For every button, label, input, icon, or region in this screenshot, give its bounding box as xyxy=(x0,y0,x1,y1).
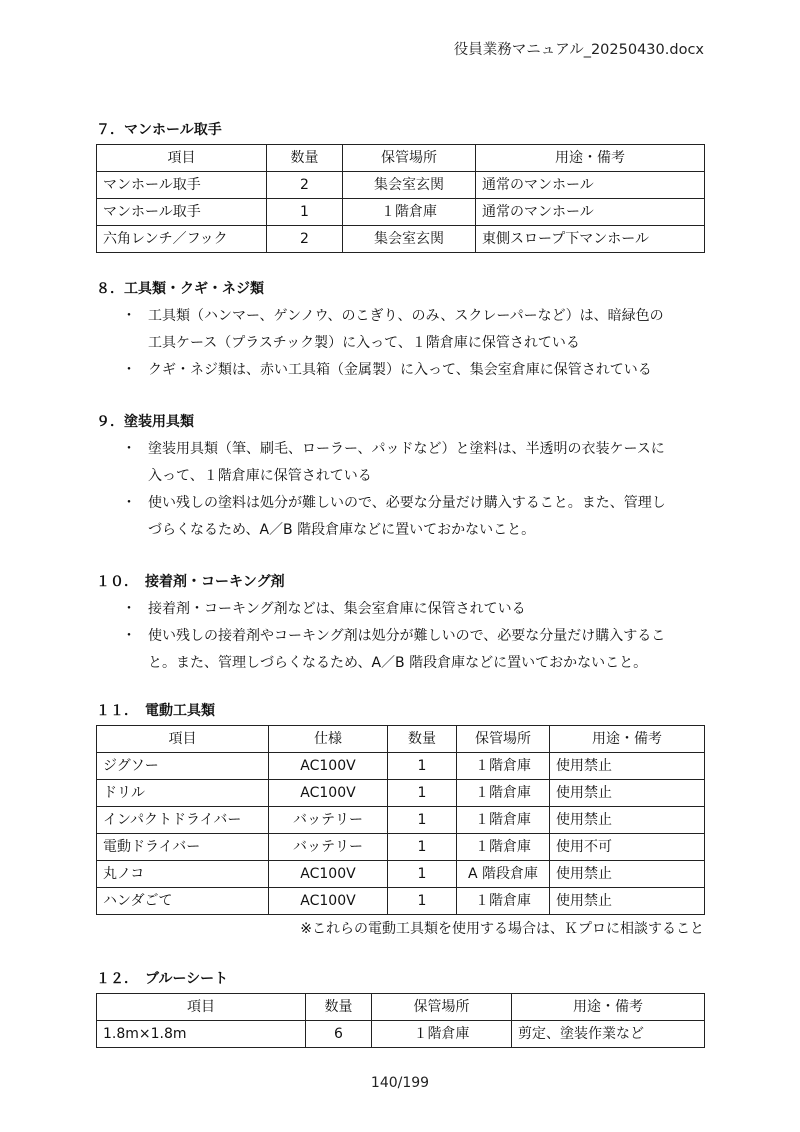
blue-sheet-table xyxy=(96,993,705,1048)
remarks-cell: 使用禁止 xyxy=(550,807,705,834)
table-row xyxy=(97,834,705,861)
quantity-cell: 1 xyxy=(388,753,457,780)
spec-cell: バッテリー xyxy=(269,807,388,834)
list-item-text: 工具ケース（プラスチック製）に入って、１階倉庫に保管されている xyxy=(148,335,580,351)
list-item-text: 入って、１階倉庫に保管されている xyxy=(148,468,372,484)
quantity-cell: 1 xyxy=(388,834,457,861)
list-item-text: クギ・ネジ類は、赤い工具箱（金属製）に入って、集会室倉庫に保管されている xyxy=(148,362,652,378)
spec-cell: AC100V xyxy=(269,780,388,807)
location-cell: １階倉庫 xyxy=(457,753,550,780)
column-header: 仕様 xyxy=(269,726,388,753)
bullet-mark: ・ xyxy=(122,495,136,511)
remarks-cell: 通常のマンホール xyxy=(476,199,705,226)
section-7-heading: ７．マンホール取手 xyxy=(96,122,222,138)
bullet-mark: ・ xyxy=(122,308,136,324)
quantity-cell: 1 xyxy=(267,199,343,226)
item-cell: 六角レンチ／フック xyxy=(97,226,267,253)
list-item-text: づらくなるため、A／B 階段倉庫などに置いておかないこと。 xyxy=(148,522,536,538)
quantity-cell: 1 xyxy=(388,861,457,888)
quantity-cell: 1 xyxy=(388,888,457,915)
table-header-row xyxy=(97,726,705,753)
column-header: 項目 xyxy=(97,726,269,753)
column-header: 数量 xyxy=(306,994,372,1021)
location-cell: １階倉庫 xyxy=(372,1021,512,1048)
remarks-cell: 剪定、塗装作業など xyxy=(512,1021,705,1048)
list-item-text: 工具類（ハンマー、ゲンノウ、のこぎり、のみ、スクレーパーなど）は、暗緑色の xyxy=(148,308,664,324)
remarks-cell: 東側スロープ下マンホール xyxy=(476,226,705,253)
spec-cell: AC100V xyxy=(269,888,388,915)
quantity-cell: 1 xyxy=(388,807,457,834)
location-cell: １階倉庫 xyxy=(457,834,550,861)
list-item xyxy=(96,623,704,677)
column-header: 保管場所 xyxy=(343,145,476,172)
painting-bullet-list xyxy=(96,436,704,544)
remarks-cell: 使用禁止 xyxy=(550,753,705,780)
item-cell: マンホール取手 xyxy=(97,172,267,199)
item-cell: ジグソー xyxy=(97,753,269,780)
document-filename: 役員業務マニュアル_20250430.docx xyxy=(453,42,704,58)
adhesive-bullet-list xyxy=(96,596,704,677)
item-cell: インパクトドライバー xyxy=(97,807,269,834)
spec-cell: AC100V xyxy=(269,753,388,780)
remarks-cell: 通常のマンホール xyxy=(476,172,705,199)
item-cell: 1.8m×1.8m xyxy=(97,1021,306,1048)
location-cell: １階倉庫 xyxy=(343,199,476,226)
table-header-row xyxy=(97,994,705,1021)
document-body xyxy=(96,120,704,1048)
location-cell: 集会室玄関 xyxy=(343,172,476,199)
quantity-cell: 1 xyxy=(388,780,457,807)
section-12-heading: １２． ブルーシート xyxy=(96,971,229,987)
list-item xyxy=(96,596,704,623)
column-header: 項目 xyxy=(97,145,267,172)
quantity-cell: 2 xyxy=(267,226,343,253)
table-row xyxy=(97,172,705,199)
section-10-heading: １０． 接着剤・コーキング剤 xyxy=(96,574,285,590)
manhole-handle-table xyxy=(96,144,705,253)
column-header: 用途・備考 xyxy=(550,726,705,753)
location-cell: 集会室玄関 xyxy=(343,226,476,253)
column-header: 保管場所 xyxy=(457,726,550,753)
power-tools-note: ※これらの電動工具類を使用する場合は、Ｋプロに相談すること xyxy=(300,921,704,937)
list-item-text: 使い残しの塗料は処分が難しいので、必要な分量だけ購入すること。また、管理し xyxy=(148,495,666,511)
item-cell: ハンダごて xyxy=(97,888,269,915)
bullet-mark: ・ xyxy=(122,628,136,644)
list-item-text: 使い残しの接着剤やコーキング剤は処分が難しいので、必要な分量だけ購入するこ xyxy=(148,628,666,644)
list-item xyxy=(96,303,704,357)
spec-cell: AC100V xyxy=(269,861,388,888)
location-cell: A 階段倉庫 xyxy=(457,861,550,888)
item-cell: 丸ノコ xyxy=(97,861,269,888)
list-item-text: と。また、管理しづらくなるため、A／B 階段倉庫などに置いておかないこと。 xyxy=(148,655,648,671)
remarks-cell: 使用禁止 xyxy=(550,780,705,807)
quantity-cell: 2 xyxy=(267,172,343,199)
quantity-cell: 6 xyxy=(306,1021,372,1048)
page-number: 140/199 xyxy=(370,1075,430,1091)
table-row xyxy=(97,780,705,807)
list-item xyxy=(96,436,704,490)
item-cell: マンホール取手 xyxy=(97,199,267,226)
list-item-text: 接着剤・コーキング剤などは、集会室倉庫に保管されている xyxy=(148,601,526,617)
location-cell: １階倉庫 xyxy=(457,780,550,807)
table-row xyxy=(97,753,705,780)
bullet-mark: ・ xyxy=(122,441,136,457)
list-item-text: 塗装用具類（筆、刷毛、ローラー、パッドなど）と塗料は、半透明の衣装ケースに xyxy=(148,441,665,457)
list-item xyxy=(96,490,704,544)
column-header: 数量 xyxy=(388,726,457,753)
item-cell: 電動ドライバー xyxy=(97,834,269,861)
spec-cell: バッテリー xyxy=(269,834,388,861)
column-header: 項目 xyxy=(97,994,306,1021)
column-header: 用途・備考 xyxy=(476,145,705,172)
remarks-cell: 使用禁止 xyxy=(550,861,705,888)
location-cell: １階倉庫 xyxy=(457,807,550,834)
table-row xyxy=(97,199,705,226)
column-header: 用途・備考 xyxy=(512,994,705,1021)
column-header: 保管場所 xyxy=(372,994,512,1021)
table-row xyxy=(97,861,705,888)
remarks-cell: 使用不可 xyxy=(550,834,705,861)
table-row xyxy=(97,807,705,834)
tools-bullet-list xyxy=(96,303,704,384)
section-11-heading: １１． 電動工具類 xyxy=(96,703,215,719)
table-row xyxy=(97,226,705,253)
location-cell: １階倉庫 xyxy=(457,888,550,915)
section-9-heading: ９．塗装用具類 xyxy=(96,414,194,430)
column-header: 数量 xyxy=(267,145,343,172)
power-tools-table xyxy=(96,725,705,915)
item-cell: ドリル xyxy=(97,780,269,807)
table-header-row xyxy=(97,145,705,172)
table-row xyxy=(97,888,705,915)
bullet-mark: ・ xyxy=(122,362,136,378)
table-row xyxy=(97,1021,705,1048)
remarks-cell: 使用禁止 xyxy=(550,888,705,915)
bullet-mark: ・ xyxy=(122,601,136,617)
section-8-heading: ８．工具類・クギ・ネジ類 xyxy=(96,281,264,297)
list-item xyxy=(96,357,704,384)
